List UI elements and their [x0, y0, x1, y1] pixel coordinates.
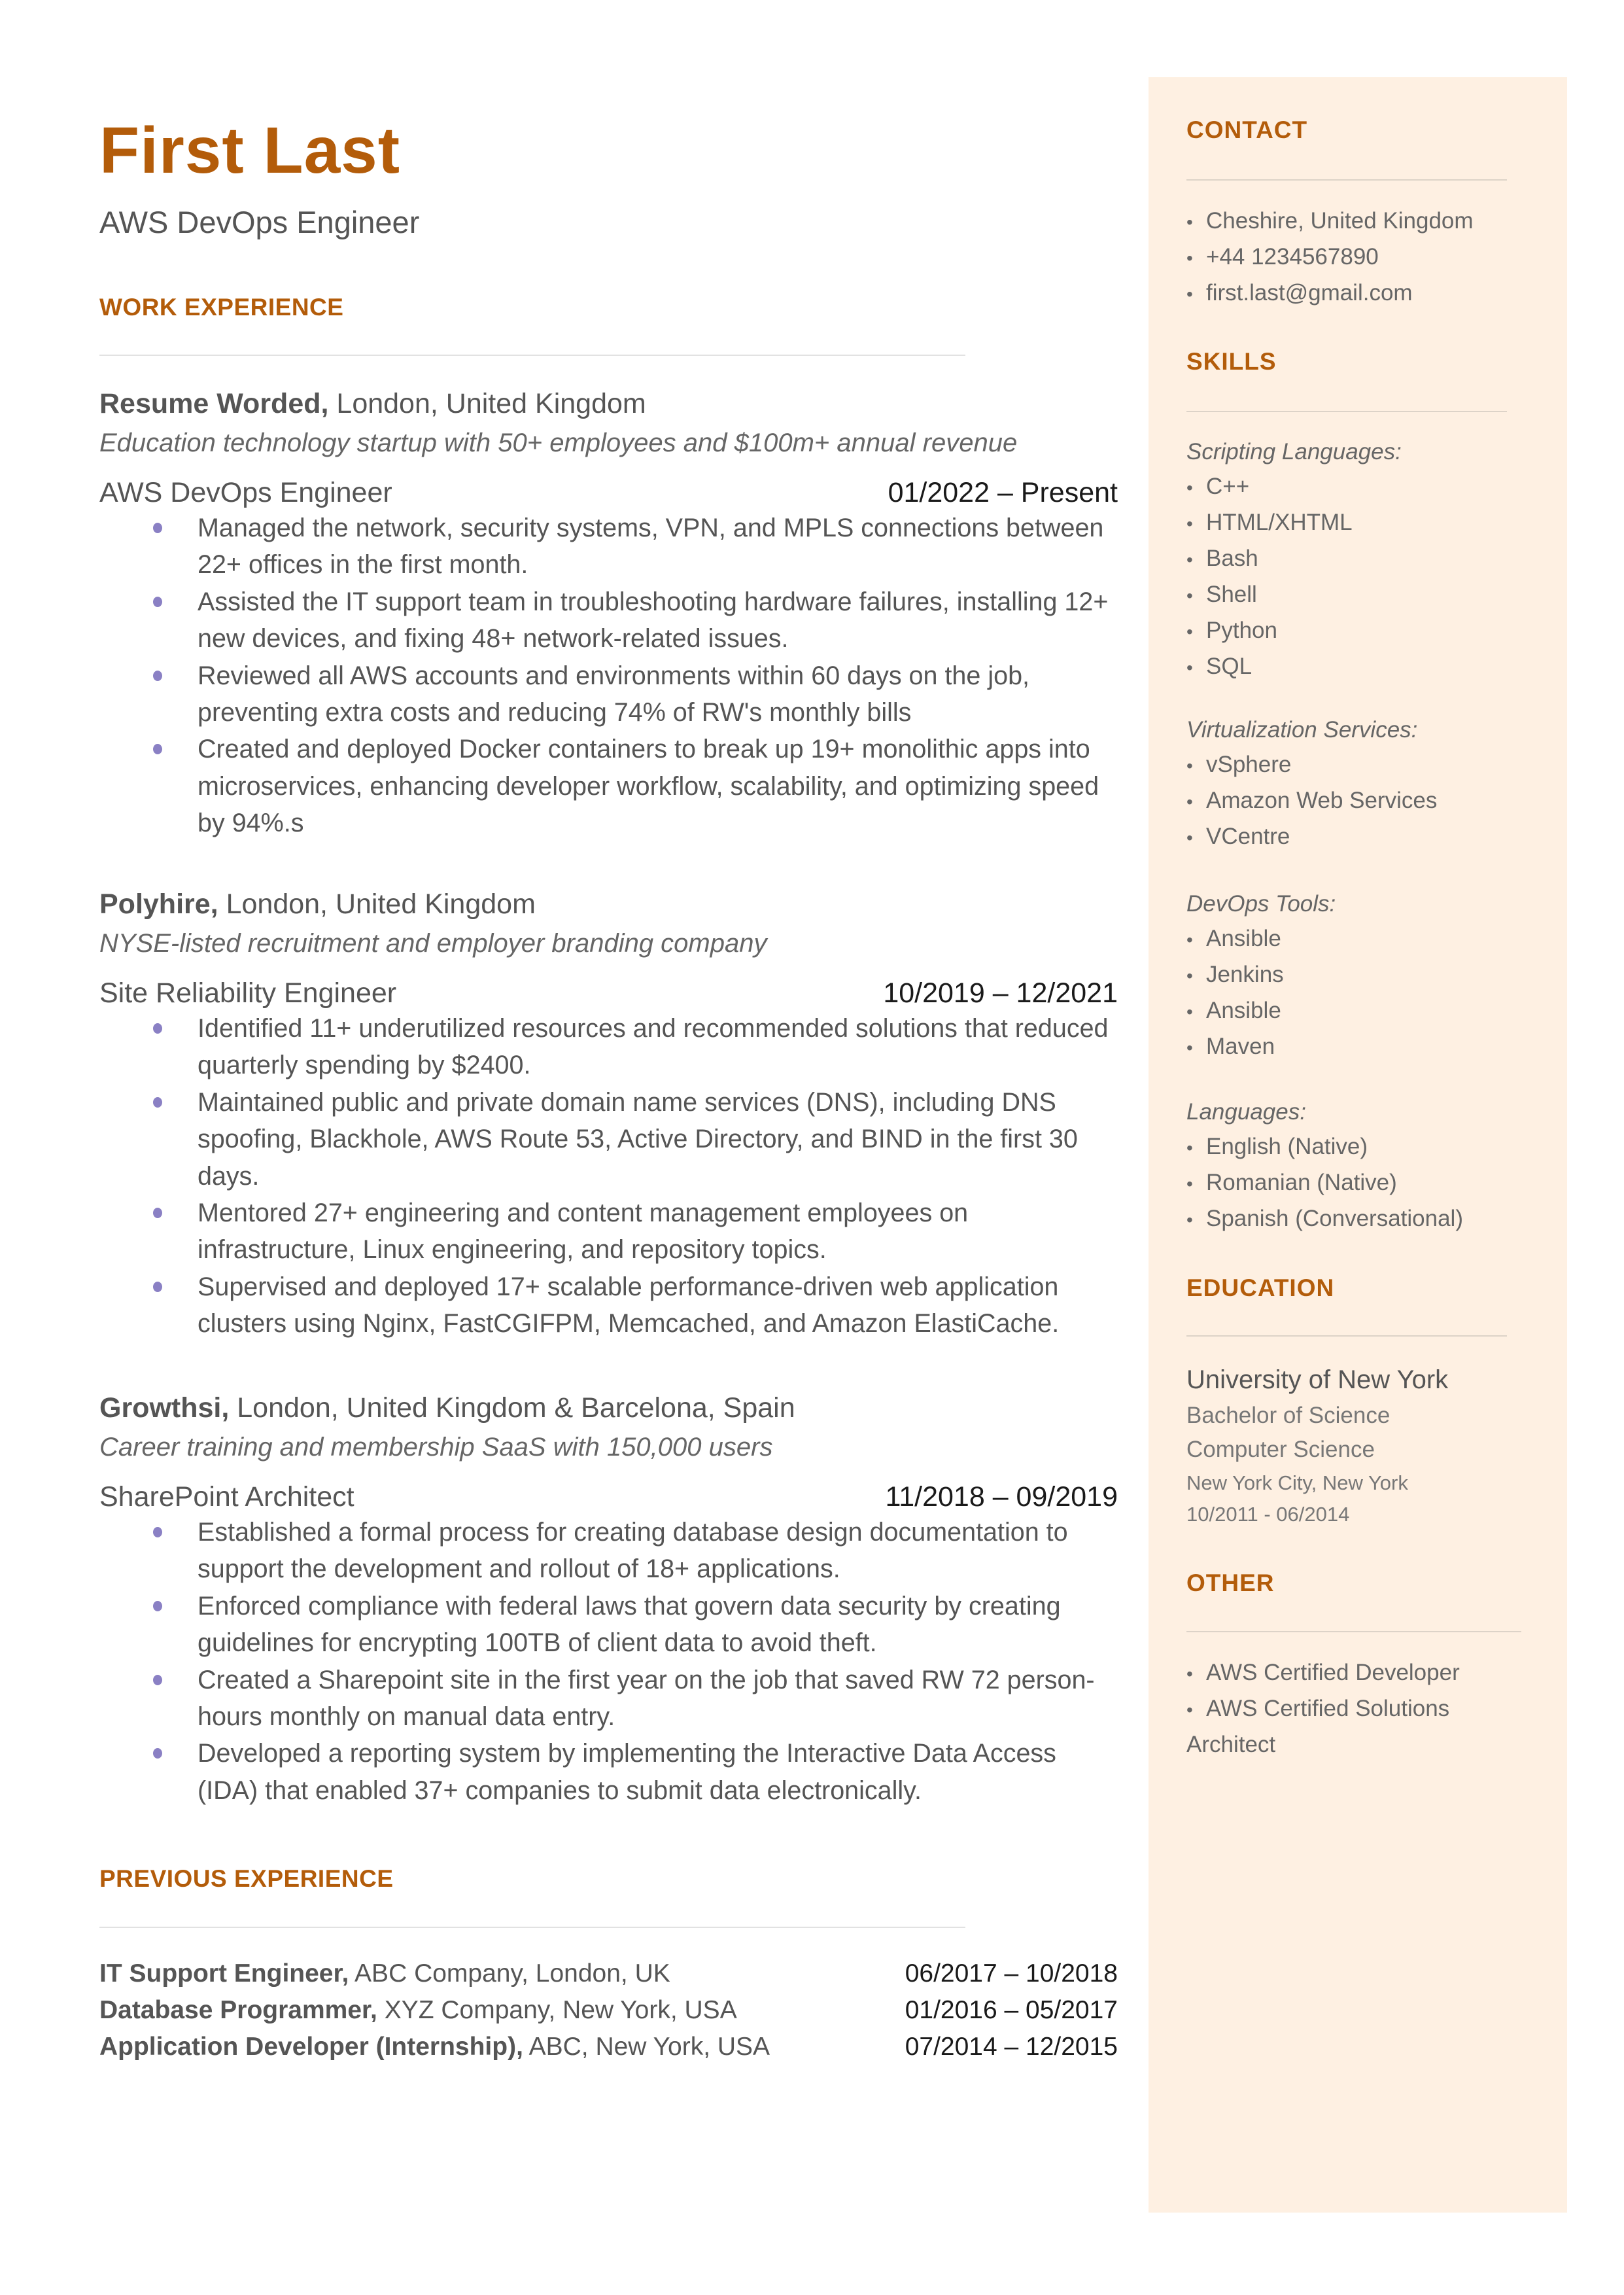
- company-line: [99, 384, 1118, 423]
- skills-heading: SKILLS: [1186, 348, 1277, 375]
- previous-role-row: Application Developer (Internship), ABC, New York, USA 07/2014 – 12/2015: [99, 2033, 1118, 2061]
- field-of-study: Computer Science: [1186, 1437, 1375, 1462]
- skill-item: • Shell: [1186, 582, 1257, 607]
- divider: [99, 1927, 965, 1928]
- contact-list: [1186, 203, 1474, 311]
- skill-group-label: DevOps Tools:: [1186, 891, 1336, 917]
- certification-item: • AWS Certified Solutions: [1186, 1696, 1450, 1721]
- contact-heading: CONTACT: [1186, 116, 1308, 143]
- company-location: London, United Kingdom: [328, 388, 646, 419]
- company-name: Growthsi,: [99, 1392, 230, 1424]
- degree: Bachelor of Science: [1186, 1403, 1391, 1428]
- bullet-item: Established a formal process for creating database design documentation to support the development and rollout of 18+ applications.: [99, 1514, 1118, 1588]
- bullet-item: Developed a reporting system by implementing the Interactive Data Access (IDA) that enabled 37+ companies to submit data electronically.: [99, 1735, 1118, 1809]
- skill-item: • vSphere: [1186, 752, 1292, 777]
- education-heading: EDUCATION: [1186, 1274, 1335, 1301]
- skill-group-label: Virtualization Services:: [1186, 717, 1418, 743]
- divider: [1186, 411, 1507, 412]
- bullet-item: Created and deployed Docker containers to break up 19+ monolithic apps into microservices, enhancing developer workflow, scalability, and optimizing speed by 94%.s: [99, 731, 1118, 841]
- job-entry: [99, 384, 1118, 842]
- bullet-item: Managed the network, security systems, VPN, and MPLS connections between 22+ offices in the first month.: [99, 510, 1118, 584]
- role-title: Site Reliability Engineer: [99, 977, 397, 1009]
- divider: [1186, 1335, 1507, 1337]
- skill-item: • Maven: [1186, 1034, 1275, 1059]
- skill-group: [1186, 434, 1402, 685]
- skill-item: • SQL: [1186, 654, 1253, 679]
- skill-group: [1186, 712, 1437, 855]
- certification-item-continued: Architect: [1186, 1732, 1276, 1757]
- previous-experience-heading: PREVIOUS EXPERIENCE: [99, 1865, 394, 1892]
- other-heading: OTHER: [1186, 1569, 1275, 1596]
- role-line: [99, 973, 1118, 1013]
- education-dates: 10/2011 - 06/2014: [1186, 1503, 1350, 1526]
- bullet-dot-icon: [153, 671, 162, 681]
- bullet-dot-icon: [153, 1675, 162, 1685]
- divider: [99, 355, 965, 356]
- bullet-item: Supervised and deployed 17+ scalable performance-driven web application clusters using Nginx, FastCGIFPM, Memcached, and Amazon ElastiCache.: [99, 1269, 1118, 1342]
- skill-group-label: Languages:: [1186, 1099, 1306, 1125]
- divider: [1186, 179, 1507, 181]
- company-line: [99, 885, 1118, 924]
- bullet-item: Enforced compliance with federal laws that govern data security by creating guidelines for encrypting 100TB of client data to avoid theft.: [99, 1588, 1118, 1662]
- role-line: [99, 473, 1118, 512]
- bullet-item: Mentored 27+ engineering and content management employees on infrastructure, Linux engineering, and repository topics.: [99, 1195, 1118, 1269]
- bullet-dot-icon: [153, 597, 162, 607]
- skill-item: • Amazon Web Services: [1186, 788, 1438, 813]
- bullet-item: Assisted the IT support team in troubleshooting hardware failures, installing 12+ new devices, and fixing 48+ network-related issues.: [99, 584, 1118, 657]
- bullet-dot-icon: [153, 1748, 162, 1759]
- company-description: NYSE-listed recruitment and employer branding company: [99, 929, 767, 958]
- skill-item: • C++: [1186, 474, 1250, 499]
- bullet-dot-icon: [153, 1208, 162, 1218]
- bullet-item: Reviewed all AWS accounts and environments within 60 days on the job, preventing extra costs and reducing 74% of RW's monthly bills: [99, 657, 1118, 731]
- bullet-dot-icon: [153, 523, 162, 533]
- company-line: [99, 1388, 1118, 1428]
- role-dates: 11/2018 – 09/2019: [885, 1481, 1118, 1513]
- contact-email[interactable]: • first.last@gmail.com: [1186, 280, 1413, 306]
- bullet-dot-icon: [153, 1601, 162, 1611]
- bullet-item: Identified 11+ underutilized resources and recommended solutions that reduced quarterly spending by $2400.: [99, 1010, 1118, 1084]
- company-name: Resume Worded,: [99, 388, 329, 419]
- skill-item: • Jenkins: [1186, 962, 1284, 987]
- role-line: [99, 1477, 1118, 1516]
- company-name: Polyhire,: [99, 888, 218, 920]
- skill-item: • Ansible: [1186, 926, 1281, 951]
- other-list: [1186, 1655, 1460, 1762]
- previous-experience-list: [99, 1955, 1118, 2065]
- skill-item: • Ansible: [1186, 998, 1281, 1023]
- contact-phone: • +44 1234567890: [1186, 244, 1379, 270]
- skill-group: [1186, 1095, 1463, 1237]
- skill-item: • English (Native): [1186, 1134, 1368, 1159]
- bullet-dot-icon: [153, 1097, 162, 1108]
- skill-item: • Bash: [1186, 546, 1258, 571]
- previous-role-row: IT Support Engineer, ABC Company, London, UK 06/2017 – 10/2018: [99, 1959, 1118, 1988]
- education-entry: [1186, 1361, 1448, 1530]
- school-location: New York City, New York: [1186, 1471, 1408, 1494]
- skill-group: [1186, 886, 1336, 1065]
- company-location: London, United Kingdom & Barcelona, Spain: [229, 1392, 795, 1424]
- skill-item: • Romanian (Native): [1186, 1170, 1397, 1195]
- bullet-dot-icon: [153, 1527, 162, 1537]
- skill-group-label: Scripting Languages:: [1186, 439, 1402, 464]
- bullet-item: Maintained public and private domain name services (DNS), including DNS spoofing, Blackhole, AWS Route 53, Active Directory, and BIND in the first 30 days.: [99, 1084, 1118, 1195]
- role-dates: 01/2022 – Present: [888, 477, 1118, 508]
- certification-item: • AWS Certified Developer: [1186, 1660, 1460, 1685]
- role-dates: 10/2019 – 12/2021: [883, 977, 1118, 1009]
- bullet-item: Created a Sharepoint site in the first year on the job that saved RW 72 person-hours monthly on manual data entry.: [99, 1662, 1118, 1736]
- skill-item: • VCentre: [1186, 824, 1290, 849]
- contact-location: • Cheshire, United Kingdom: [1186, 208, 1474, 234]
- role-title: SharePoint Architect: [99, 1481, 354, 1513]
- bullet-dot-icon: [153, 1282, 162, 1292]
- company-description: Career training and membership SaaS with 150,000 users: [99, 1433, 773, 1462]
- job-entry: [99, 885, 1118, 1342]
- school-name: University of New York: [1186, 1365, 1449, 1394]
- skill-item: • Python: [1186, 618, 1277, 643]
- skill-item: • Spanish (Conversational): [1186, 1206, 1463, 1231]
- job-entry: [99, 1388, 1118, 1809]
- skill-item: • HTML/XHTML: [1186, 510, 1353, 535]
- divider: [1186, 1631, 1521, 1632]
- role-title: AWS DevOps Engineer: [99, 477, 392, 508]
- company-location: London, United Kingdom: [218, 888, 536, 920]
- bullet-dot-icon: [153, 744, 162, 754]
- previous-role-row: Database Programmer, XYZ Company, New York, USA 01/2016 – 05/2017: [99, 1996, 1118, 2024]
- candidate-name: First Last: [99, 114, 401, 187]
- candidate-title: AWS DevOps Engineer: [99, 205, 420, 239]
- work-experience-heading: WORK EXPERIENCE: [99, 294, 344, 321]
- bullet-dot-icon: [153, 1023, 162, 1034]
- company-description: Education technology startup with 50+ employees and $100m+ annual revenue: [99, 429, 1018, 457]
